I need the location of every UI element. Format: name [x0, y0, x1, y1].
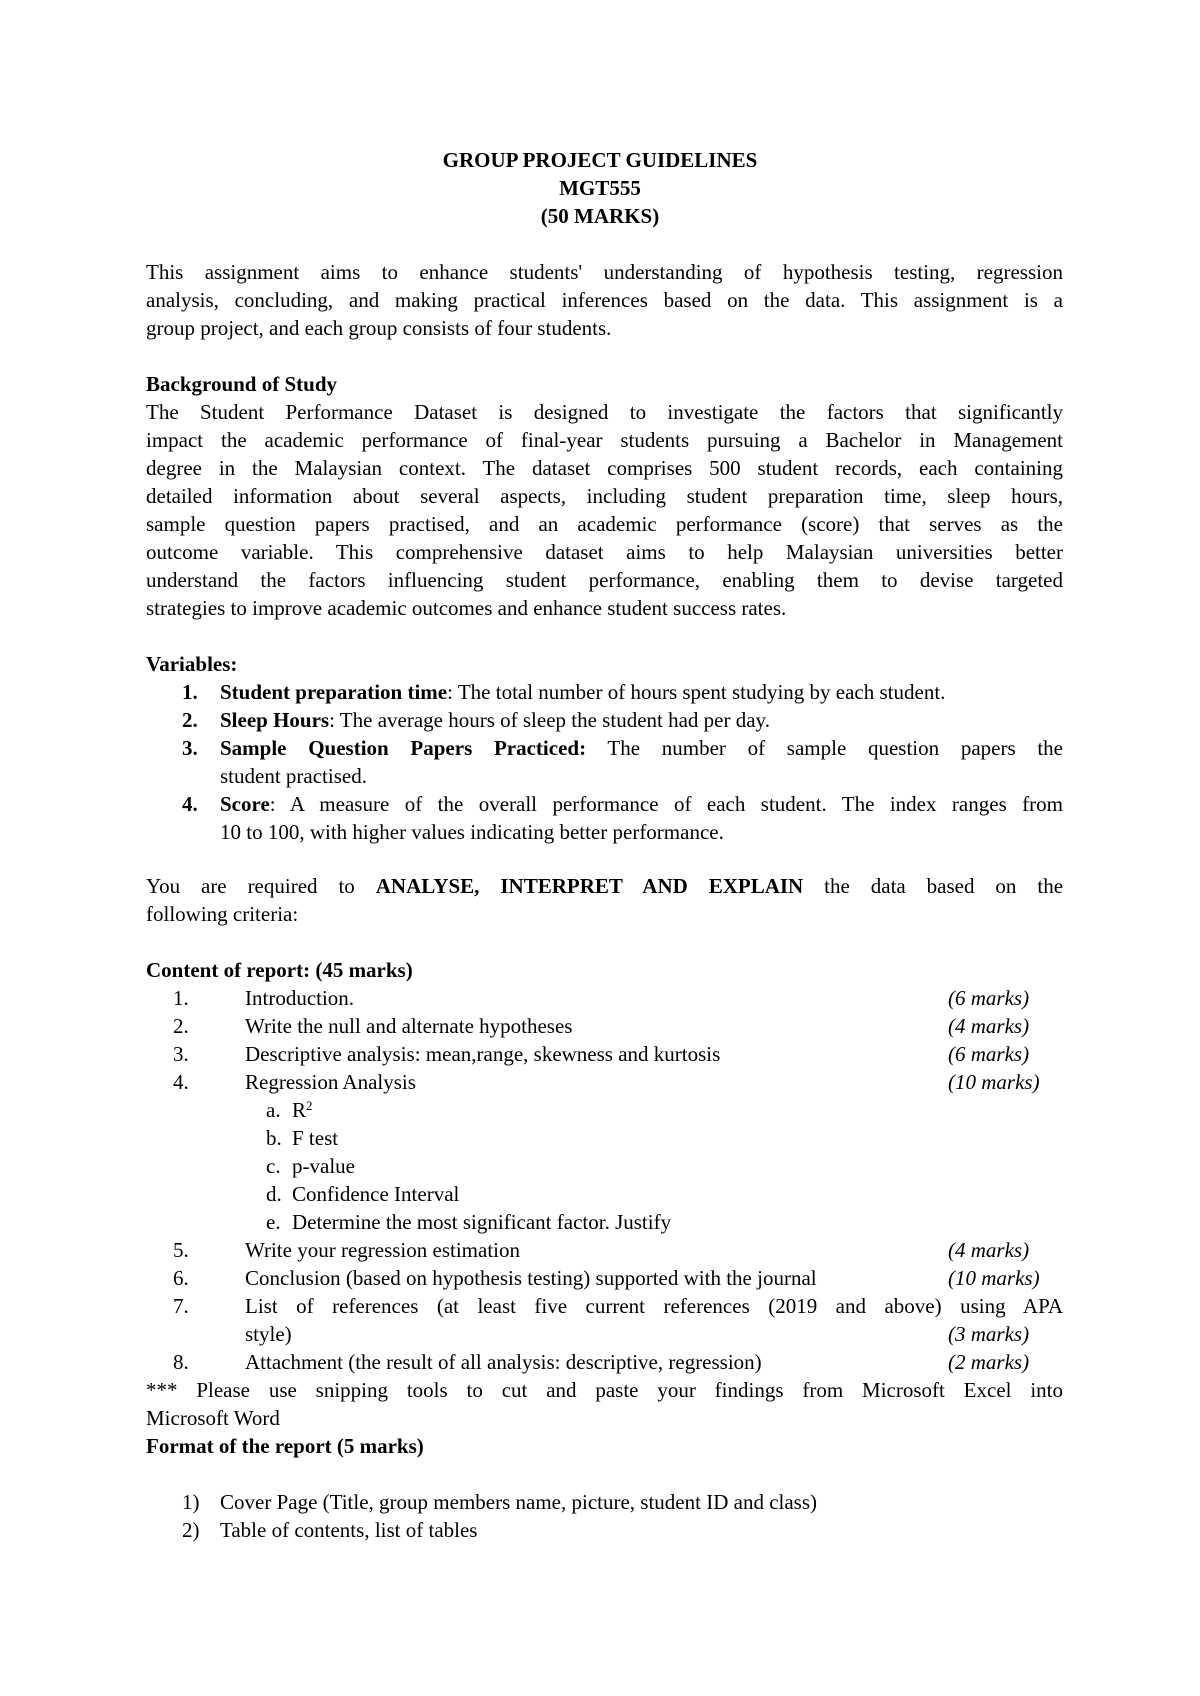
variable-item [220, 678, 945, 706]
subitem-letter: d. [266, 1182, 282, 1206]
course-code: MGT555 [559, 176, 641, 200]
note-line: Microsoft Word [146, 1406, 280, 1430]
variable-number: 4. [182, 792, 198, 816]
content-label: List of references (at least five current references (2019 and above) using APA [245, 1294, 1063, 1318]
required-bold: ANALYSE, INTERPRET AND EXPLAIN [375, 874, 804, 898]
content-label: Write your regression estimation [245, 1238, 520, 1262]
subitem-label: Determine the most significant factor. Justify [292, 1210, 672, 1234]
variable-number: 1. [182, 680, 198, 704]
variable-continuation: 10 to 100, with higher values indicating better performance. [220, 820, 724, 844]
content-number: 2. [173, 1014, 189, 1038]
variable-number: 2. [182, 708, 198, 732]
content-number: 3. [173, 1042, 189, 1066]
content-heading: Content of report: (45 marks) [146, 958, 413, 982]
content-marks: (2 marks) [948, 1350, 1030, 1374]
total-marks: (50 MARKS) [540, 204, 660, 228]
content-label: Regression Analysis [245, 1070, 416, 1094]
format-label: Table of contents, list of tables [220, 1518, 478, 1542]
superscript: 2 [306, 1098, 313, 1113]
content-label: Descriptive analysis: mean,range, skewness and kurtosis [245, 1042, 721, 1066]
content-label: Conclusion (based on hypothesis testing) supported with the journal [245, 1266, 817, 1290]
required-post: the data based on the [803, 874, 1064, 898]
required-line [146, 872, 1063, 900]
variable-continuation: student practised. [220, 764, 367, 788]
format-number: 2) [182, 1518, 200, 1542]
variable-text: : The average hours of sleep the student had per day. [329, 708, 770, 732]
intro-line: analysis, concluding, and making practical inferences based on the data. This assignment is a [146, 288, 1063, 312]
variable-term: Sleep Hours [220, 708, 330, 732]
intro-paragraph [146, 258, 1063, 342]
content-marks: (6 marks) [948, 1042, 1030, 1066]
content-label: Write the null and alternate hypotheses [245, 1014, 573, 1038]
subitem-letter: b. [266, 1126, 282, 1150]
background-line: sample question papers practised, and an academic performance (score) that serves as the [146, 512, 1063, 536]
background-line: strategies to improve academic outcomes and enhance student success rates. [146, 596, 787, 620]
variable-text: : A measure of the overall performance of each student. The index ranges from [269, 792, 1063, 816]
content-marks: (10 marks) [948, 1266, 1040, 1290]
background-paragraph [146, 398, 1063, 622]
background-heading: Background of Study [146, 372, 338, 396]
content-marks: (4 marks) [948, 1014, 1030, 1038]
content-number: 4. [173, 1070, 189, 1094]
content-number: 1. [173, 986, 189, 1010]
required-line2: following criteria: [146, 902, 299, 926]
background-line: degree in the Malaysian context. The dataset comprises 500 student records, each containing [146, 456, 1063, 480]
content-marks: (6 marks) [948, 986, 1030, 1010]
subitem-label: p-value [292, 1154, 355, 1178]
subitem-label: F test [292, 1126, 339, 1150]
subitem-text: R [292, 1098, 307, 1122]
variables-heading: Variables: [146, 652, 238, 676]
variable-item [220, 790, 1063, 818]
format-number: 1) [182, 1490, 200, 1514]
variable-item [220, 734, 1063, 762]
subitem-label [292, 1096, 313, 1124]
background-line: The Student Performance Dataset is designed to investigate the factors that significantly [146, 400, 1063, 424]
variable-term: Sample Question Papers Practiced: [220, 736, 587, 760]
subitem-label: Confidence Interval [292, 1182, 460, 1206]
background-line: understand the factors influencing student performance, enabling them to devise targeted [146, 568, 1063, 592]
variable-text: : The total number of hours spent studying by each student. [447, 680, 946, 704]
variable-term: Score [220, 792, 270, 816]
content-number: 7. [173, 1294, 189, 1318]
content-label: Introduction. [245, 986, 355, 1010]
content-number: 5. [173, 1238, 189, 1262]
variable-item [220, 706, 770, 734]
variable-term: Student preparation time [220, 680, 448, 704]
content-label-continuation: style) [245, 1322, 292, 1346]
document-title: GROUP PROJECT GUIDELINES [442, 148, 758, 172]
content-marks: (4 marks) [948, 1238, 1030, 1262]
subitem-letter: e. [266, 1210, 281, 1234]
variable-text: The number of sample question papers the [586, 736, 1063, 760]
background-line: impact the academic performance of final-year students pursuing a Bachelor in Management [146, 428, 1063, 452]
required-pre: You are required to [146, 874, 376, 898]
content-number: 6. [173, 1266, 189, 1290]
background-line: detailed information about several aspects, including student preparation time, sleep hours, [146, 484, 1063, 508]
content-number: 8. [173, 1350, 189, 1374]
subitem-letter: c. [266, 1154, 281, 1178]
intro-line: This assignment aims to enhance students' understanding of hypothesis testing, regression [146, 260, 1063, 284]
note-line: *** Please use snipping tools to cut and paste your findings from Microsoft Excel into [146, 1378, 1063, 1402]
content-label: Attachment (the result of all analysis: descriptive, regression) [245, 1350, 762, 1374]
format-heading: Format of the report (5 marks) [146, 1434, 424, 1458]
format-label: Cover Page (Title, group members name, picture, student ID and class) [220, 1490, 818, 1514]
content-marks: (10 marks) [948, 1070, 1040, 1094]
intro-line: group project, and each group consists of four students. [146, 316, 612, 340]
subitem-letter: a. [266, 1098, 281, 1122]
variable-number: 3. [182, 736, 198, 760]
background-line: outcome variable. This comprehensive dataset aims to help Malaysian universities better [146, 540, 1063, 564]
content-marks: (3 marks) [948, 1322, 1030, 1346]
